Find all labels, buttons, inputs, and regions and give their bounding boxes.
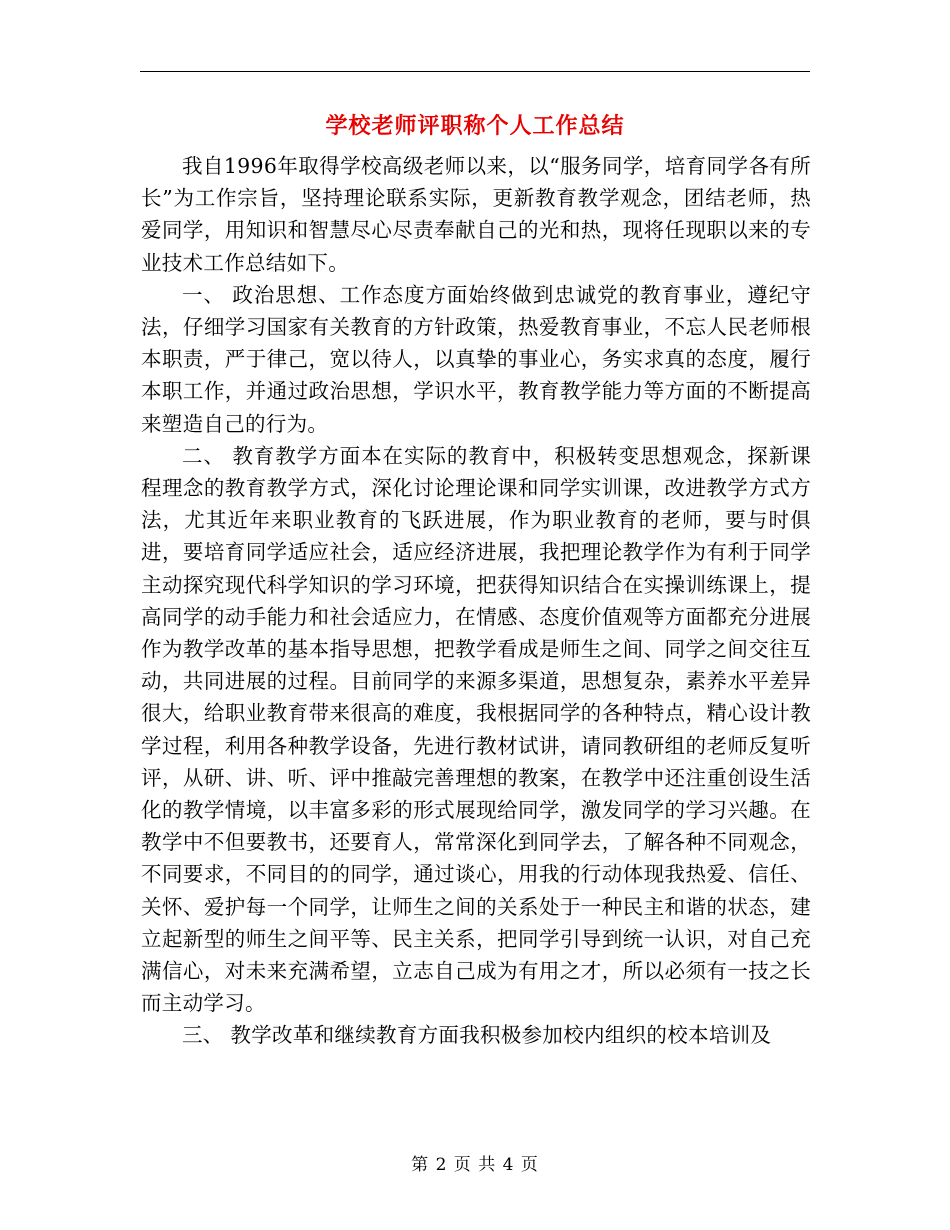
document-title: 学校老师评职称个人工作总结: [325, 113, 625, 139]
document-body: [141, 150, 811, 1052]
paragraph-section-3: 三、 教学改革和继续教育方面我积极参加校内组织的校本培训及: [182, 1023, 772, 1048]
paragraph-section-1: 一、 政治思想、工作态度方面始终做到忠诚党的教育事业，遵纪守法，仔细学习国家有关教育的方针政策，热爱教育事业，不忘人民老师根本职责，严于律己，宽以待人，以真挚的事业心，务实求真的态度，履行本职工作，并通过政治思想，学识水平，教育教学能力等方面的不断提高来塑造自己的行为。: [141, 282, 811, 436]
header-rule: [140, 71, 810, 72]
page-number-footer: 第 2 页 共 4 页: [411, 1155, 539, 1175]
paragraph-intro: 我自1996年取得学校高级老师以来，以“服务同学，培育同学各有所长”为工作宗旨，坚持理论联系实际，更新教育教学观念，团结老师，热爱同学，用知识和智慧尽心尽责奉献自己的光和热，现将任现职以来的专业技术工作总结如下。: [141, 154, 811, 275]
paragraph-section-2: 二、 教育教学方面本在实际的教育中，积极转变思想观念，探新课程理念的教育教学方式，深化讨论理论课和同学实训课，改进教学方式方法，尤其近年来职业教育的飞跃进展，作为职业教育的老师，要与时俱进，要培育同学适应社会，适应经济进展，我把理论教学作为有利于同学主动探究现代科学知识的学习环境，把获得知识结合在实操训练课上，提高同学的动手能力和社会适应力，在情感、态度价值观等方面都充分进展作为教学改革的基本指导思想，把教学看成是师生之间、同学之间交往互动，共同进展的过程。目前同学的来源多渠道，思想复杂，素养水平差异很大，给职业教育带来很高的难度，我根据同学的各种特点，精心设计教学过程，利用各种教学设备，先进行教材试讲，请同教研组的老师反复听评，从研、讲、听、评中推敲完善理想的教案，在教学中还注重创设生活化的教学情境，以丰富多彩的形式展现给同学，激发同学的学习兴趣。在教学中不但要教书，还要育人，常常深化到同学去，了解各种不同观念，不同要求，不同目的的同学，通过谈心，用我的行动体现我热爱、信任、关怀、爱护每一个同学，让师生之间的关系处于一种民主和谐的状态，建立起新型的师生之间平等、民主关系，把同学引导到统一认识，对自己充满信心，对未来充满希望，立志自己成为有用之才，所以必须有一技之长而主动学习。: [141, 443, 811, 1016]
